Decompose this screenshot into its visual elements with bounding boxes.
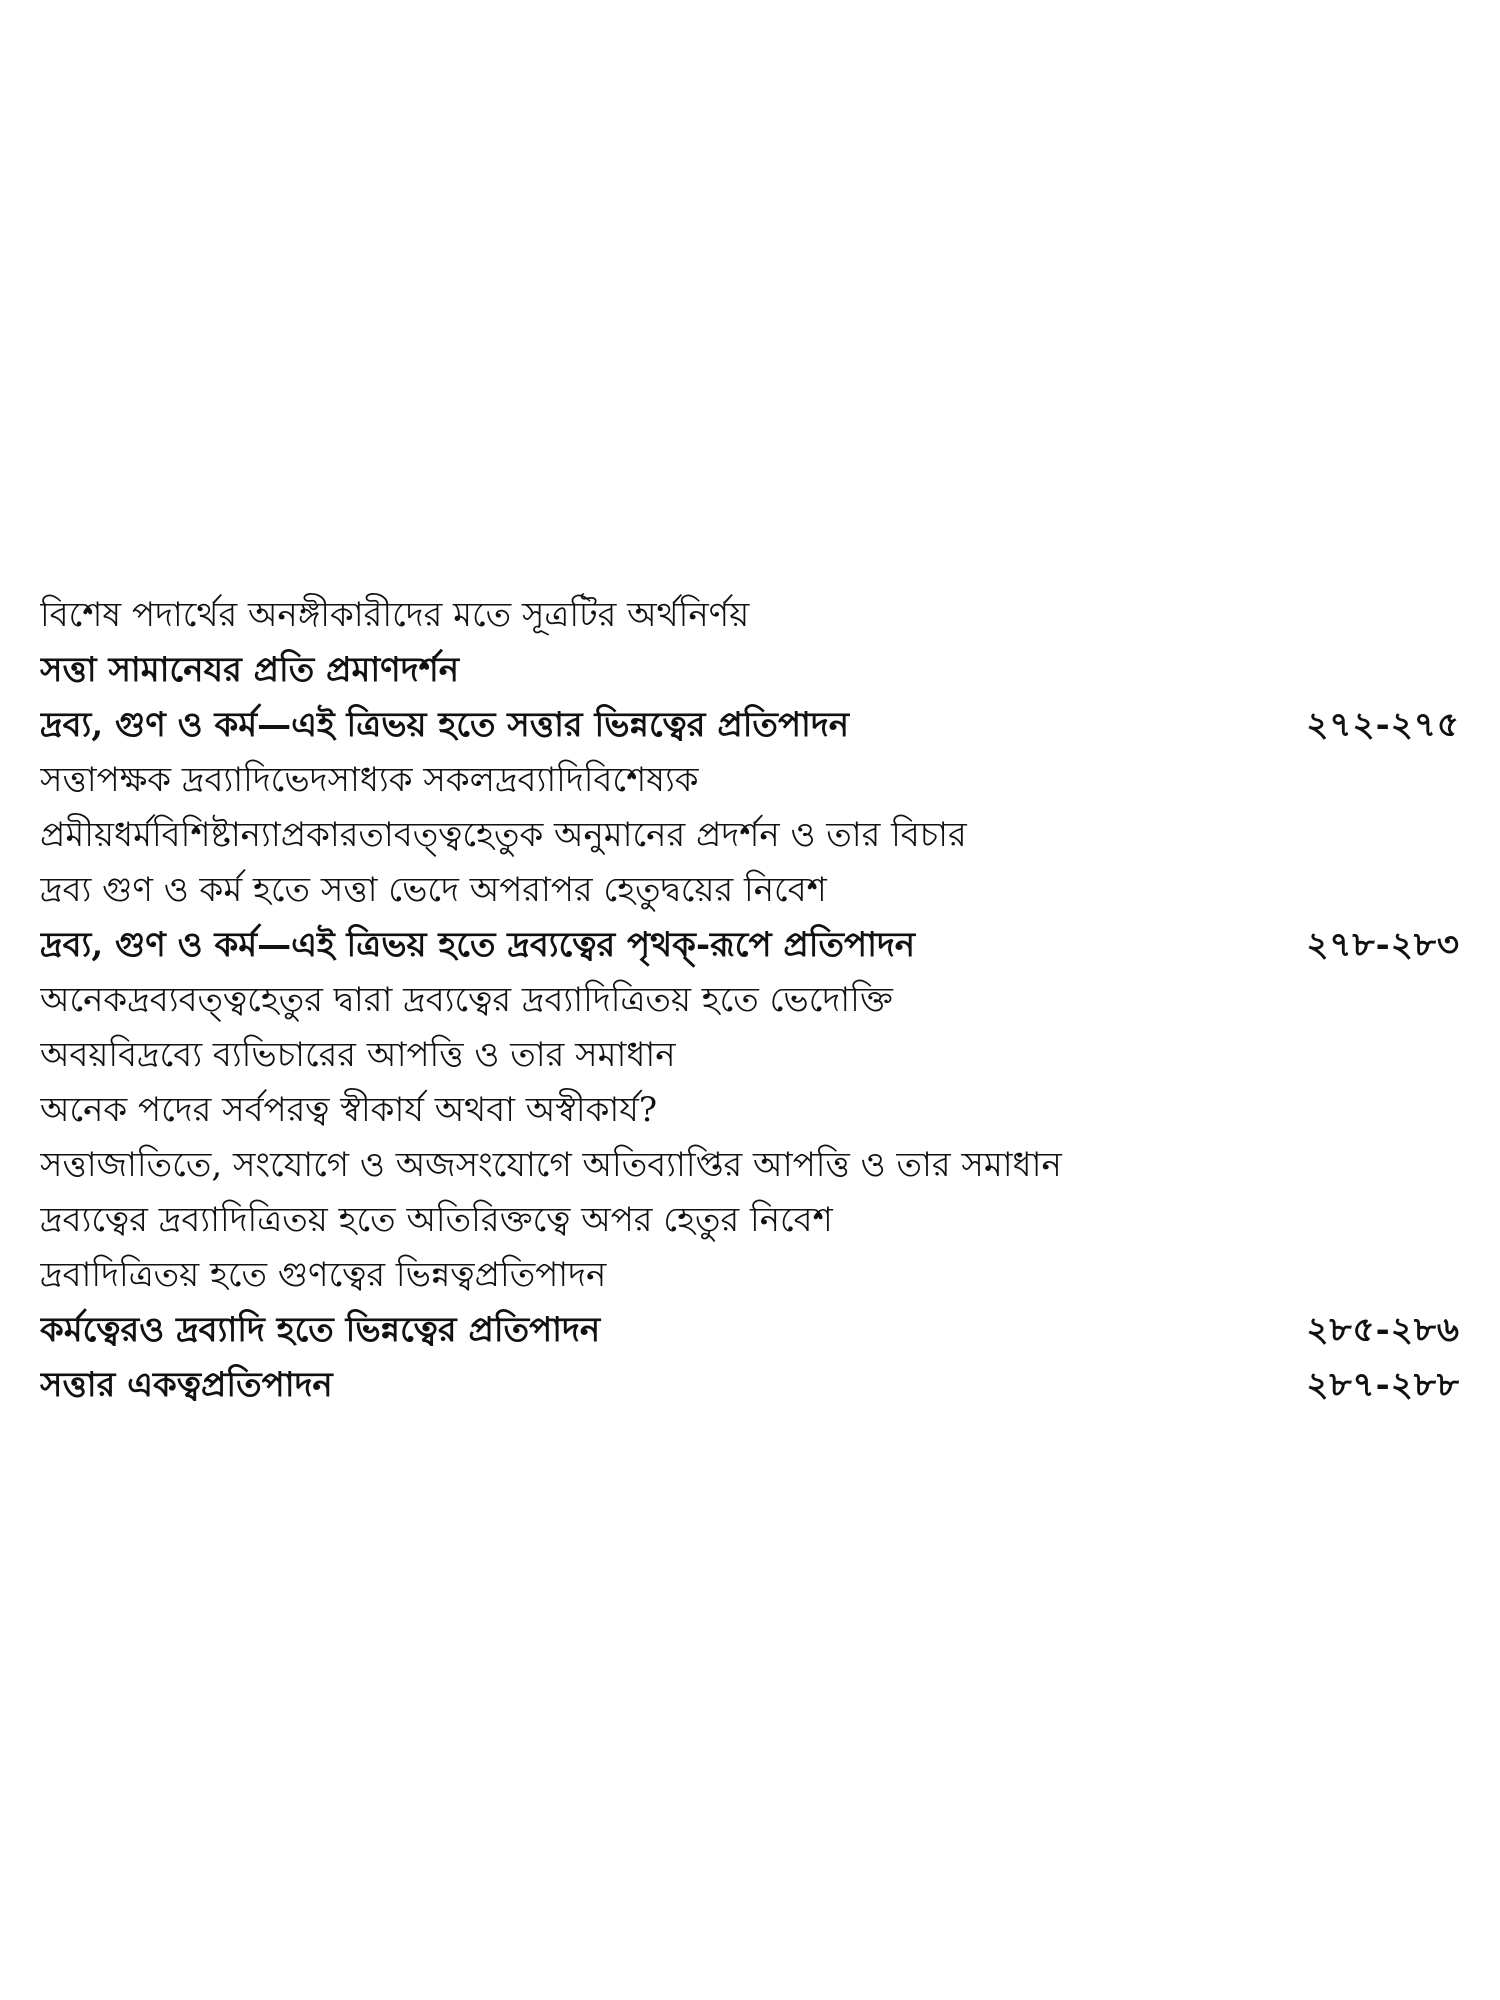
toc-entry-title: অবয়বিদ্রব্যে ব্যভিচারের আপত্তি ও তার সমাধান xyxy=(40,1035,676,1075)
toc-entry-title: অনেক পদের সর্বপরত্ব স্বীকার্য অথবা অস্বীকার্য? xyxy=(40,1090,658,1130)
toc-entry xyxy=(40,698,1460,753)
toc-entry xyxy=(40,1248,1460,1303)
toc-entry-pages: ২৮৫-২৮৬ xyxy=(1306,1310,1460,1350)
toc-entry-title: সত্তা সামানেযর প্রতি প্রমাণদর্শন xyxy=(40,650,460,690)
toc-entry-title: দ্রব্য, গুণ ও কর্ম—এই ত্রিভয় হতে সত্তার ভিন্নত্বের প্রতিপাদন xyxy=(40,705,850,745)
toc-entry xyxy=(40,1083,1460,1138)
toc-entry xyxy=(40,973,1460,1028)
toc-entry xyxy=(40,863,1460,918)
toc-entry-pages: ২৭৮-২৮৩ xyxy=(1306,925,1460,965)
toc-entry-title: কর্মত্বেরও দ্রব্যাদি হতে ভিন্নত্বের প্রতিপাদন xyxy=(40,1310,601,1350)
toc-entry-title: প্রমীয়ধর্মবিশিষ্টান্যাপ্রকারতাবত্ত্বহেতুক অনুমানের প্রদর্শন ও তার বিচার xyxy=(40,815,967,855)
toc-entry-pages: ২৮৭-২৮৮ xyxy=(1306,1365,1460,1405)
toc-entry xyxy=(40,1138,1460,1193)
toc-entry xyxy=(40,753,1460,808)
toc-entry xyxy=(40,1193,1460,1248)
toc-entry xyxy=(40,918,1460,973)
toc-entry xyxy=(40,808,1460,863)
toc-entry-title: বিশেষ পদার্থের অনঙ্গীকারীদের মতে সূত্রটির অর্থনির্ণয় xyxy=(40,595,750,635)
toc-entry-title: সত্তার একত্বপ্রতিপাদন xyxy=(40,1365,333,1405)
toc-entry xyxy=(40,588,1460,643)
toc-entry-title: দ্রবাদিত্রিতয় হতে গুণত্বের ভিন্নত্বপ্রতিপাদন xyxy=(40,1255,607,1295)
toc-entry-title: দ্রব্যত্বের দ্রব্যাদিত্রিতয় হতে অতিরিক্তত্বে অপর হেতুর নিবেশ xyxy=(40,1200,833,1240)
toc-entry-title: অনেকদ্রব্যবত্ত্বহেতুর দ্বারা দ্রব্যত্বের দ্রব্যাদিত্রিতয় হতে ভেদোক্তি xyxy=(40,980,893,1020)
toc-entry xyxy=(40,1303,1460,1358)
toc-entry-title: দ্রব্য, গুণ ও কর্ম—এই ত্রিভয় হতে দ্রব্যত্বের পৃথক্-রূপে প্রতিপাদন xyxy=(40,925,916,965)
table-of-contents xyxy=(40,588,1460,1413)
toc-entry-title: সত্তাপক্ষক দ্রব্যাদিভেদসাধ্যক সকলদ্রব্যাদিবিশেষ্যক xyxy=(40,760,699,800)
toc-entry xyxy=(40,1358,1460,1413)
toc-entry xyxy=(40,643,1460,698)
toc-entry-pages: ২৭২-২৭৫ xyxy=(1306,705,1460,745)
toc-entry-title: দ্রব্য গুণ ও কর্ম হতে সত্তা ভেদে অপরাপর হেতুদ্বয়ের নিবেশ xyxy=(40,870,827,910)
toc-entry xyxy=(40,1028,1460,1083)
toc-entry-title: সত্তাজাতিতে, সংযোগে ও অজসংযোগে অতিব্যাপ্তির আপত্তি ও তার সমাধান xyxy=(40,1145,1062,1185)
